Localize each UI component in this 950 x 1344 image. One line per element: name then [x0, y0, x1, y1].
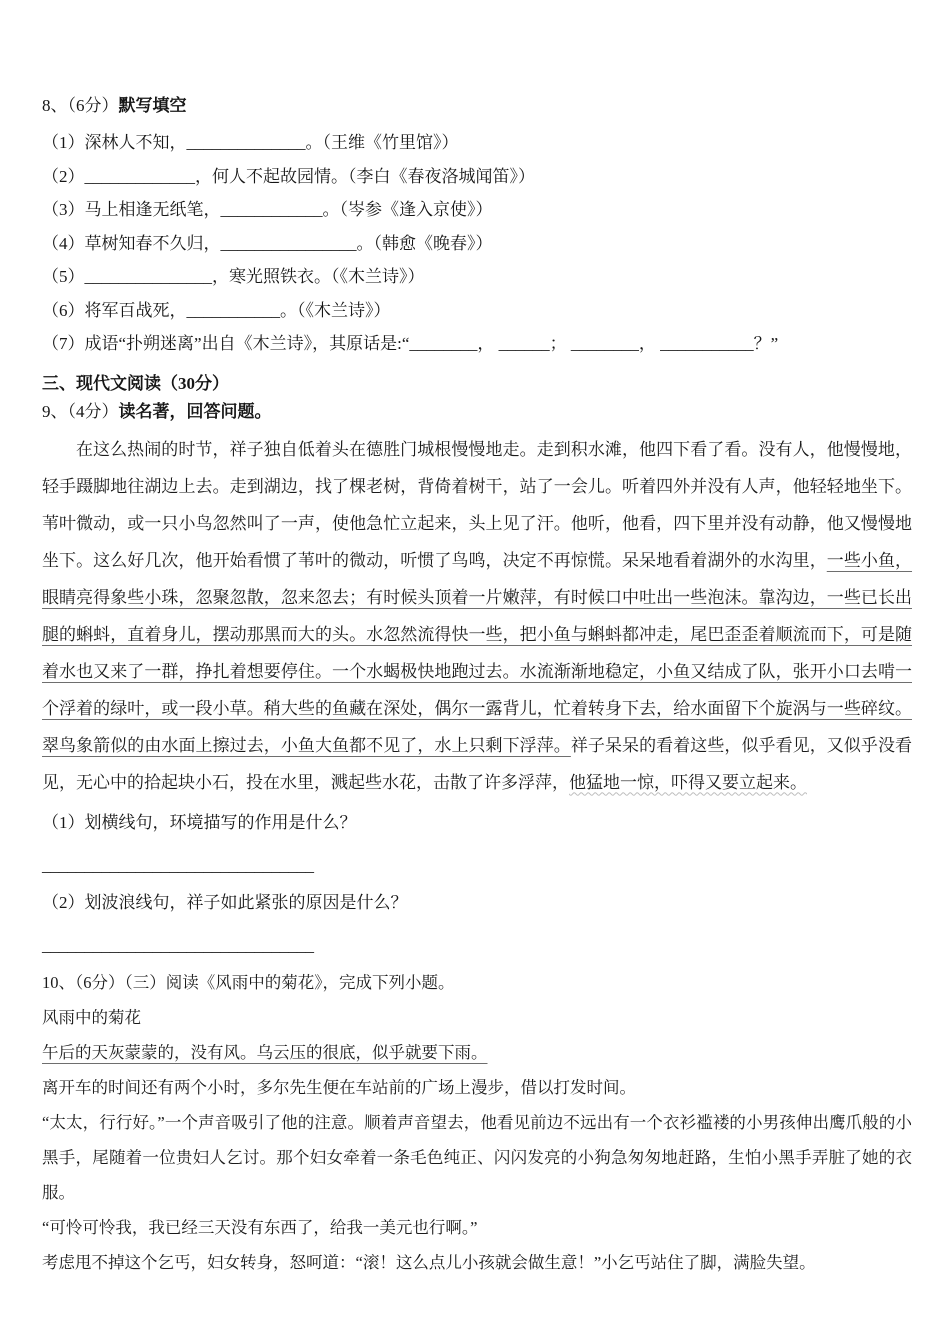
passage-plain-segment-1: 在这么热闹的时节，祥子独自低着头在德胜门城根慢慢地走。走到积水滩，他四下看了看。没有人，他慢慢地，轻手蹑脚地往湖边上去。走到湖边，找了棵老树，背倚着树干，站了一会儿。听着四外并没有人声，他轻轻地坐下。苇叶微动，或一只小鸟忽然叫了一声，使他急忙立起来，头上见了汗。他听，他看，四下里并没有动静，他又慢慢地坐下。这么好几次，他开始看惯了苇叶的微动，听惯了鸟鸣，决定不再惊慌。呆呆地看着湖外的水沟里，: [42, 439, 912, 570]
q9-subquestion-1: （1）划横线句，环境描写的作用是什么？: [42, 812, 357, 832]
question-10-block: [42, 965, 912, 1280]
q9-subquestion-2: （2）划波浪线句，祥子如此紧张的原因是什么？: [42, 892, 408, 912]
q9-answer-blank-2: ________________________________: [42, 935, 314, 955]
question-9-title: 读名著，回答问题。: [118, 401, 272, 421]
question-8-number: 8、（6分）: [42, 96, 119, 115]
q8-item-1: （1）深林人不知，______________。（王维《竹里馆》）: [42, 133, 459, 152]
q8-item-3: （3）马上相逢无纸笔，____________。（岑参《逢入京使》）: [42, 200, 493, 219]
q9-answer-blank-1: ________________________________: [42, 855, 314, 875]
section-3-header: 三、现代文阅读（30分）: [42, 373, 229, 393]
question-8-header: [42, 90, 912, 122]
q10-passage-title: 风雨中的菊花: [42, 1007, 141, 1027]
q8-item-6: （6）将军百战死，___________。（《木兰诗》）: [42, 300, 391, 320]
q10-paragraph-1-underlined: 午后的天灰蒙蒙的，没有风。乌云压的很底，似乎就要下雨。: [42, 1042, 488, 1062]
passage-wavy-underlined-segment: 他猛地一惊，吓得又要立起来。: [569, 772, 807, 792]
q8-item-5: （5）_______________，寒光照铁衣。（《木兰诗》）: [42, 267, 425, 286]
question-10-header: 10、（6分）（三）阅读《风雨中的菊花》，完成下列小题。: [42, 972, 455, 992]
q9-passage: [42, 431, 912, 801]
q10-paragraph-4: “可怜可怜我，我已经三天没有东西了，给我一美元也行啊。”: [42, 1217, 478, 1237]
passage-underlined-segment: 一些小鱼，眼睛亮得象些小珠，忽聚忽散，忽来忽去；有时候头顶着一片嫩萍，有时候口中吐出一些泡沫。靠沟边，一些已长出腿的蝌蚪，直着身儿，摆动那黑而大的头。水忽然流得快一些，把小鱼与蝌蚪都冲走，尾巴歪歪着顺流而下，可是随着水也又来了一群，挣扎着想要停住。一个水蝎极快地跑过去。水流渐渐地稳定，小鱼又结成了队，张开小口去啃一个浮着的绿叶，或一段小草。稍大些的鱼藏在深处，偶尔一露背儿，忙着转身下去，给水面留下个旋涡与一些碎纹。翠鸟象箭似的由水面上擦过去，小鱼大鱼都不见了，水上只剩下浮萍。: [42, 550, 913, 755]
q10-paragraph-3: “太太，行行好。”一个声音吸引了他的注意。顺着声音望去，他看见前边不远出有一个衣衫褴褛的小男孩伸出鹰爪般的小黑手，尾随着一位贵妇人乞讨。那个妇女牵着一条毛色纯正、闪闪发亮的小狗急匆匆地赶路，生怕小黑手弄脏了她的衣服。: [42, 1112, 912, 1202]
q10-paragraph-1: [42, 1035, 912, 1070]
q8-item-4: （4）草树知春不久归，________________。（韩愈《晚春》）: [42, 233, 493, 253]
question-8-title: 默写填空: [118, 96, 187, 115]
passage-plain-segment-2: 祥子呆呆的看着这些，似乎看见，又似乎没看见，无心中的拾起块小石，投在水里，溅起些水花，击散了许多浮萍，: [42, 735, 912, 792]
q10-paragraph-5: 考虑甩不掉这个乞丐，妇女转身，怒呵道：“滚！这么点儿小孩就会做生意！”小乞丐站住了脚，满脸失望。: [42, 1252, 816, 1272]
q8-item-7: （7）成语“扑朔迷离”出自《木兰诗》，其原话是:“________， ______； ________， ___________？”: [42, 334, 779, 353]
question-8-items: [42, 126, 912, 361]
q8-item-2: （2）_____________，何人不起故园情。（李白《春夜洛城闻笛》）: [42, 166, 535, 186]
question-9-number: 9、（4分）: [42, 401, 119, 421]
question-9-header: [42, 399, 912, 425]
q10-paragraph-2: 离开车的时间还有两个小时，多尔先生便在车站前的广场上漫步，借以打发时间。: [42, 1077, 636, 1097]
